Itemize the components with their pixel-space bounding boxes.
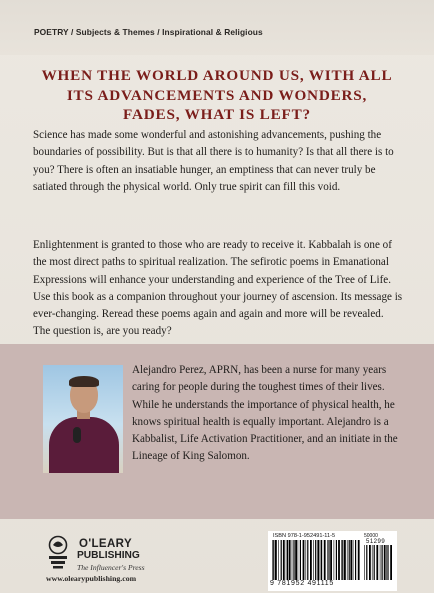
publisher-url: www.olearypublishing.com <box>46 574 137 583</box>
blurb-paragraph-2: Enlightenment is granted to those who are ready to receive it. Kabbalah is one of the most direct paths to spiritual realization. The sefirotic poems in Emanational Expressions will enhance your understanding and experience of the Tree of Life. Use this book as a companion throughout your journey of ascension. Its message is ever-changing. Reread these poems again and again and more will be revealed. The question is, are you ready? <box>33 239 403 338</box>
author-photo <box>43 365 123 473</box>
publisher-logo <box>45 535 195 575</box>
publisher-name: O'LEARY <box>79 538 133 550</box>
supplement-barcode-icon <box>364 545 392 580</box>
ean-digits: 9 781952 491115 <box>270 580 334 587</box>
isbn-text: ISBN 978-1-952491-11-5 <box>273 533 336 539</box>
author-bio: Alejandro Perez, APRN, has been a nurse for many years caring for people during the toughest times of their lives. While he understands the importance of physical health, he knows spiritual health is equally important. Alejandro is a Kabbalist, Life Activation Practitioner, and an initiate in the Lineage of King Salomon. <box>132 364 398 463</box>
publisher-emblem-icon <box>45 535 71 569</box>
barcode <box>268 531 397 591</box>
headline: WHEN THE WORLD AROUND US, WITH ALL ITS ADVANCEMENTS AND WONDERS, FADES, WHAT IS LEFT? <box>41 67 393 123</box>
price-code-text: 50000 <box>364 533 378 539</box>
supplement-text: 51299 <box>366 539 386 545</box>
blurb-paragraph-1: Science has made some wonderful and astonishing advancements, pushing the boundaries of possibility. But is that all there is to humanity? Is that all there is to you? There is often an insatiable hunger, an emptiness that can never truly be satiated through the physical world. Only true spirit can fill this void. <box>33 129 394 193</box>
ean-barcode-icon <box>272 540 360 580</box>
publisher-tagline: The Influencer's Press <box>77 563 145 572</box>
category-label: POETRY / Subjects & Themes / Inspirational & Religious <box>34 27 263 37</box>
publisher-name-line2: PUBLISHING <box>77 550 140 561</box>
